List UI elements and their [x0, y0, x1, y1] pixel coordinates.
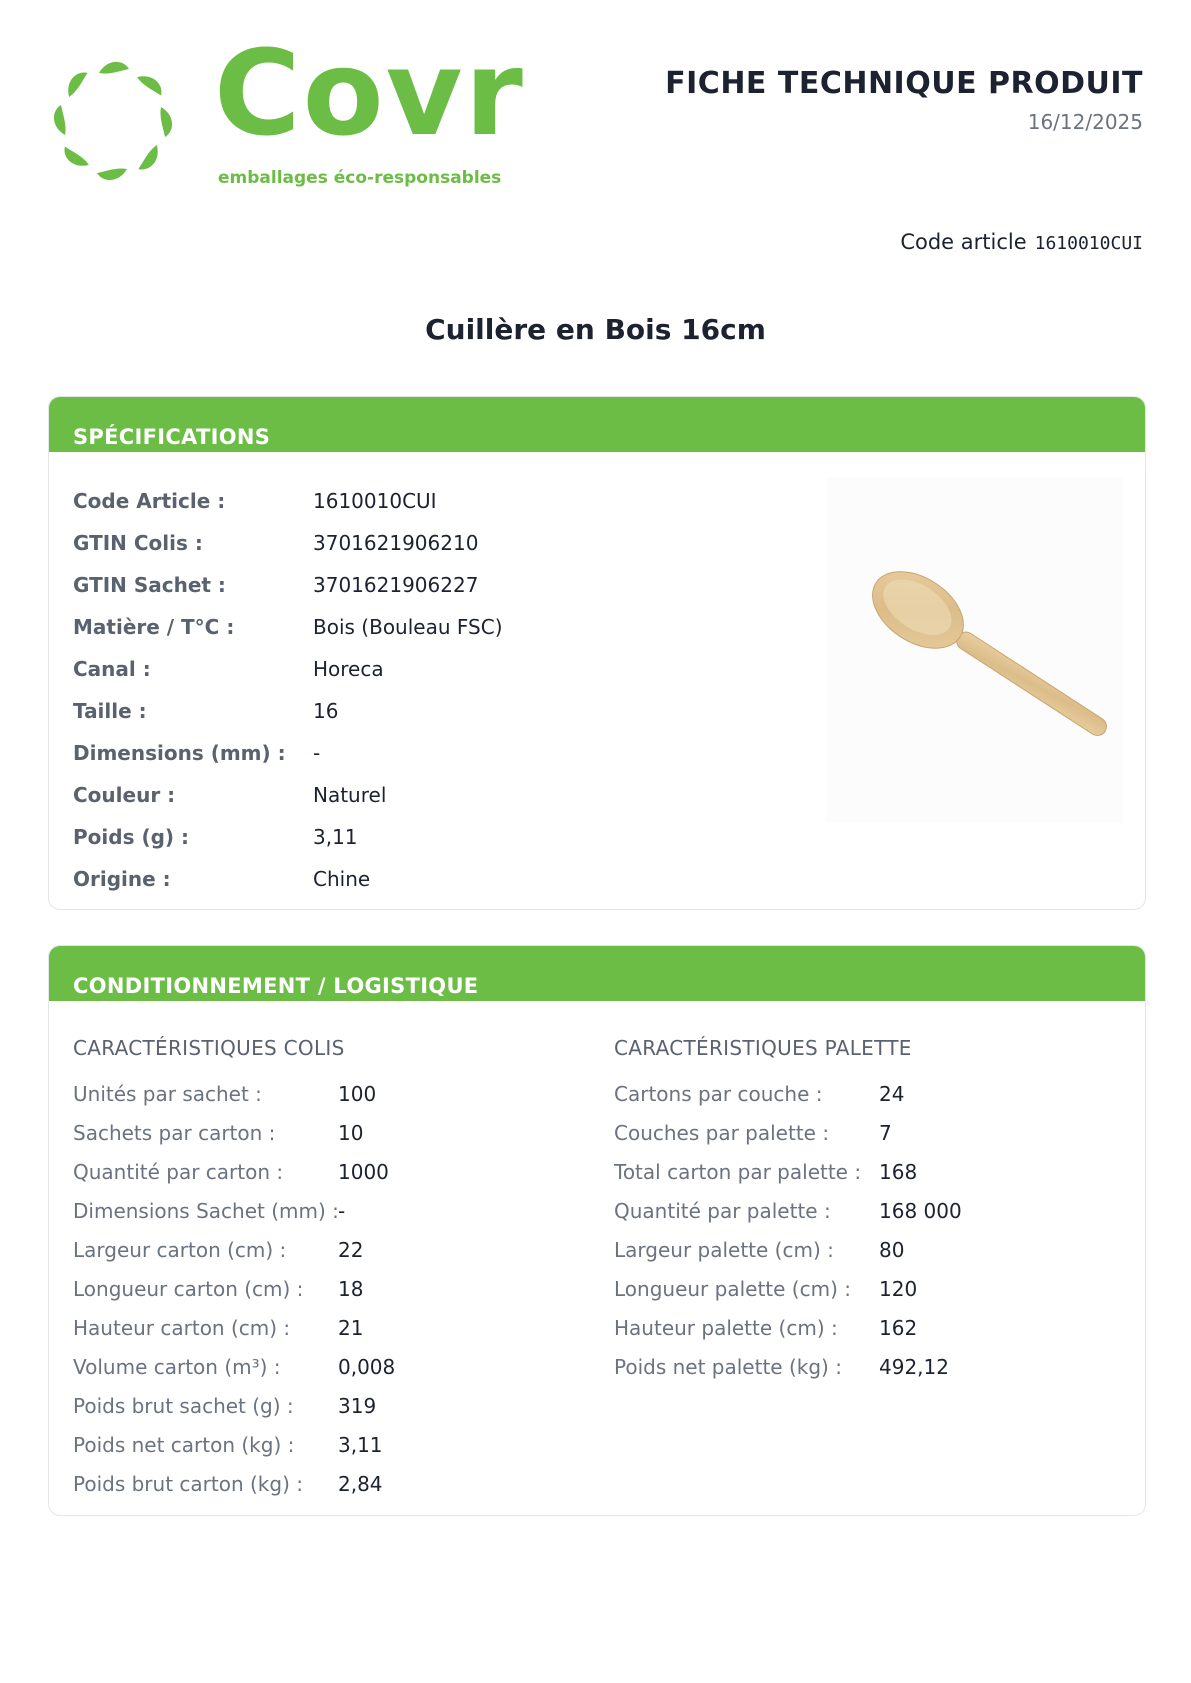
palette-row-value: 168 000: [879, 1199, 962, 1223]
palette-row-value: 80: [879, 1238, 905, 1262]
logistics-card: [48, 945, 1146, 1516]
colis-row-label: Unités par sachet :: [73, 1082, 262, 1106]
palette-row-label: Largeur palette (cm) :: [614, 1238, 834, 1262]
palette-row-value: 7: [879, 1121, 892, 1145]
colis-row: [73, 1199, 345, 1238]
palette-table: [614, 1082, 962, 1394]
colis-row-value: 1000: [338, 1160, 389, 1184]
palette-row: [614, 1121, 912, 1160]
palette-title: CARACTÉRISTIQUES PALETTE: [614, 1036, 912, 1060]
document-date: 16/12/2025: [1027, 110, 1143, 134]
colis-row: [73, 1238, 364, 1277]
brand-tagline: emballages éco-responsables: [218, 168, 502, 188]
palette-column: [614, 1036, 962, 1394]
spec-row-value: 3,11: [313, 825, 358, 849]
palette-row-value: 24: [879, 1082, 905, 1106]
colis-table: [73, 1082, 396, 1511]
spec-row-label: GTIN Colis :: [73, 531, 203, 555]
brand-logo: [48, 24, 525, 198]
colis-row-label: Dimensions Sachet (mm) :: [73, 1199, 339, 1223]
colis-column: [73, 1036, 396, 1511]
spec-row-label: Code Article :: [73, 489, 226, 513]
spec-row-label: Taille :: [73, 699, 147, 723]
logistics-heading: CONDITIONNEMENT / LOGISTIQUE: [73, 974, 479, 998]
product-title: Cuillère en Bois 16cm: [425, 313, 766, 346]
palette-row-value: 168: [879, 1160, 918, 1184]
colis-row-value: 10: [338, 1121, 364, 1145]
spec-row-label: Couleur :: [73, 783, 176, 807]
palette-row-value: 162: [879, 1316, 918, 1340]
logistics-header: [49, 946, 1145, 1001]
colis-row-label: Volume carton (m³) :: [73, 1355, 281, 1379]
colis-row-label: Poids brut sachet (g) :: [73, 1394, 294, 1418]
spec-row-value: Horeca: [313, 657, 384, 681]
colis-row: [73, 1472, 383, 1511]
spec-row-value: 3701621906210: [313, 531, 479, 555]
colis-row-value: 21: [338, 1316, 364, 1340]
palette-row: [614, 1316, 918, 1355]
palette-row: [614, 1160, 918, 1199]
spec-row-value: Naturel: [313, 783, 387, 807]
spec-row-label: Origine :: [73, 867, 171, 891]
specifications-card: [48, 396, 1146, 910]
colis-row: [73, 1355, 396, 1394]
palette-row-label: Cartons par couche :: [614, 1082, 823, 1106]
colis-row-value: 100: [338, 1082, 377, 1106]
colis-row-label: Longueur carton (cm) :: [73, 1277, 304, 1301]
palette-row: [614, 1238, 912, 1277]
colis-row: [73, 1121, 364, 1160]
palette-row: [614, 1277, 918, 1316]
palette-row-value: 120: [879, 1277, 918, 1301]
spec-row-value: 3701621906227: [313, 573, 479, 597]
article-code: [900, 230, 1143, 254]
colis-row: [73, 1277, 364, 1316]
document-title: FICHE TECHNIQUE PRODUIT: [665, 66, 1143, 101]
colis-row: [73, 1160, 389, 1199]
spec-row-label: Dimensions (mm) :: [73, 741, 286, 765]
colis-row: [73, 1082, 377, 1121]
spec-row-value: 16: [313, 699, 339, 723]
spec-row-value: 1610010CUI: [313, 489, 437, 513]
palette-row: [614, 1199, 962, 1238]
palette-row-label: Quantité par palette :: [614, 1199, 831, 1223]
spec-row-value: Chine: [313, 867, 371, 891]
colis-title: CARACTÉRISTIQUES COLIS: [73, 1036, 345, 1060]
brand-name: Covr: [214, 24, 525, 162]
palette-row: [614, 1355, 949, 1394]
product-image: [827, 477, 1123, 823]
colis-row-label: Hauteur carton (cm) :: [73, 1316, 291, 1340]
colis-row-label: Poids net carton (kg) :: [73, 1433, 295, 1457]
page-header: [48, 24, 1143, 190]
leaf-ring-icon: [48, 56, 178, 186]
colis-row-value: -: [338, 1199, 346, 1223]
colis-row-value: 3,11: [338, 1433, 383, 1457]
palette-row-label: Poids net palette (kg) :: [614, 1355, 842, 1379]
palette-row: [614, 1082, 912, 1121]
colis-row-value: 319: [338, 1394, 377, 1418]
colis-row-value: 0,008: [338, 1355, 396, 1379]
colis-row-value: 2,84: [338, 1472, 383, 1496]
colis-row: [73, 1433, 383, 1472]
colis-row-value: 18: [338, 1277, 364, 1301]
colis-row-label: Largeur carton (cm) :: [73, 1238, 287, 1262]
specifications-header: [49, 397, 1145, 452]
specifications-heading: SPÉCIFICATIONS: [73, 425, 271, 449]
wooden-spoon-icon: [827, 477, 1123, 823]
spec-row-label: Matière / T°C :: [73, 615, 235, 639]
colis-row-label: Poids brut carton (kg) :: [73, 1472, 303, 1496]
colis-row-label: Quantité par carton :: [73, 1160, 284, 1184]
colis-row: [73, 1394, 377, 1433]
article-code-label: Code article: [900, 230, 1027, 254]
palette-row-label: Total carton par palette :: [614, 1160, 862, 1184]
colis-row-label: Sachets par carton :: [73, 1121, 276, 1145]
spec-row-label: Poids (g) :: [73, 825, 189, 849]
palette-row-label: Longueur palette (cm) :: [614, 1277, 851, 1301]
spec-row-value: Bois (Bouleau FSC): [313, 615, 503, 639]
colis-row: [73, 1316, 364, 1355]
colis-row-value: 22: [338, 1238, 364, 1262]
spec-row-label: Canal :: [73, 657, 151, 681]
article-code-value: 1610010CUI: [1034, 233, 1143, 254]
spec-row-value: -: [313, 741, 321, 765]
spec-row-label: GTIN Sachet :: [73, 573, 226, 597]
palette-row-label: Couches par palette :: [614, 1121, 830, 1145]
palette-row-value: 492,12: [879, 1355, 949, 1379]
palette-row-label: Hauteur palette (cm) :: [614, 1316, 838, 1340]
